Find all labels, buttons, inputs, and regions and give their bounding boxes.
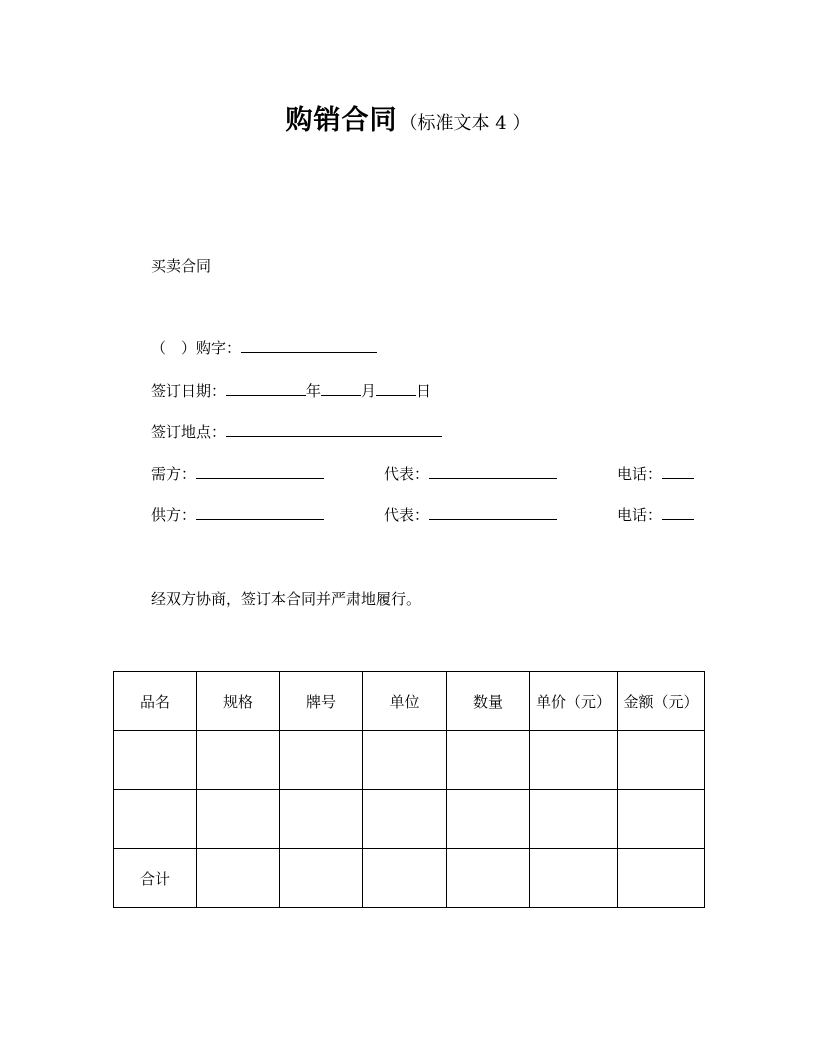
table-cell[interactable] [447, 849, 530, 908]
table-cell[interactable] [363, 790, 447, 849]
table-cell[interactable] [363, 849, 447, 908]
sign-place-blank[interactable] [226, 422, 442, 437]
total-label: 合计 [114, 849, 197, 908]
table-row [114, 790, 705, 849]
buyer-rep-line [384, 464, 557, 484]
sign-place-label: 签订地点： [151, 423, 227, 441]
supplier-rep-line [384, 505, 557, 525]
title-main: 购销合同 [285, 105, 398, 136]
table-total-row [114, 849, 705, 908]
header-brand: 牌号 [280, 672, 363, 731]
table-cell[interactable] [114, 731, 197, 790]
table-cell[interactable] [618, 731, 705, 790]
header-specification: 规格 [197, 672, 280, 731]
table-cell[interactable] [363, 731, 447, 790]
buyer-rep-label: 代表： [384, 465, 430, 483]
sign-date-year-blank[interactable] [226, 381, 306, 396]
table-row [114, 731, 705, 790]
goods-table [113, 671, 705, 908]
sign-date-day-label: 日 [416, 382, 432, 400]
supplier-line [151, 505, 324, 525]
title-subtitle: （标准文本 4 ） [399, 113, 531, 134]
table-cell[interactable] [530, 731, 618, 790]
buyer-name-blank[interactable] [196, 464, 324, 479]
supplier-phone-line [617, 505, 694, 525]
table-cell[interactable] [114, 790, 197, 849]
table-cell[interactable] [197, 731, 280, 790]
supplier-rep-blank[interactable] [429, 505, 557, 520]
sign-date-month-label: 月 [361, 382, 377, 400]
table-cell[interactable] [280, 731, 363, 790]
supplier-phone-label: 电话： [617, 506, 663, 524]
table-cell[interactable] [530, 849, 618, 908]
table-cell[interactable] [447, 731, 530, 790]
header-quantity: 数量 [447, 672, 530, 731]
header-unit: 单位 [363, 672, 447, 731]
table-cell[interactable] [618, 790, 705, 849]
table-cell[interactable] [280, 790, 363, 849]
buyer-phone-line [617, 464, 694, 484]
document-title [0, 98, 816, 137]
header-product-name: 品名 [114, 672, 197, 731]
agreement-statement: 经双方协商，签订本合同并严肃地履行。 [151, 590, 422, 608]
sign-date-month-blank[interactable] [321, 381, 361, 396]
sign-date-day-blank[interactable] [376, 381, 416, 396]
table-cell[interactable] [447, 790, 530, 849]
supplier-label: 供方： [151, 506, 197, 524]
document-type: 买卖合同 [151, 257, 212, 275]
sign-date-label: 签订日期： [151, 382, 227, 400]
header-unit-price: 单价（元） [530, 672, 618, 731]
table-cell[interactable] [618, 849, 705, 908]
header-amount: 金额（元） [618, 672, 705, 731]
table-cell[interactable] [280, 849, 363, 908]
sign-date-line [151, 381, 431, 401]
sign-date-year-label: 年 [306, 382, 322, 400]
table-cell[interactable] [197, 790, 280, 849]
sign-place-line [151, 422, 442, 442]
supplier-name-blank[interactable] [196, 505, 324, 520]
contract-number-blank[interactable] [241, 338, 377, 353]
buyer-phone-blank[interactable] [662, 464, 694, 479]
supplier-rep-label: 代表： [384, 506, 430, 524]
table-cell[interactable] [530, 790, 618, 849]
table-cell[interactable] [197, 849, 280, 908]
contract-number-label: 购字： [196, 339, 242, 357]
buyer-line [151, 464, 324, 484]
supplier-phone-blank[interactable] [662, 505, 694, 520]
contract-number-paren: （ ） [151, 339, 197, 357]
table-header-row [114, 672, 705, 731]
buyer-phone-label: 电话： [617, 465, 663, 483]
contract-number-line [151, 338, 377, 358]
buyer-label: 需方： [151, 465, 197, 483]
buyer-rep-blank[interactable] [429, 464, 557, 479]
